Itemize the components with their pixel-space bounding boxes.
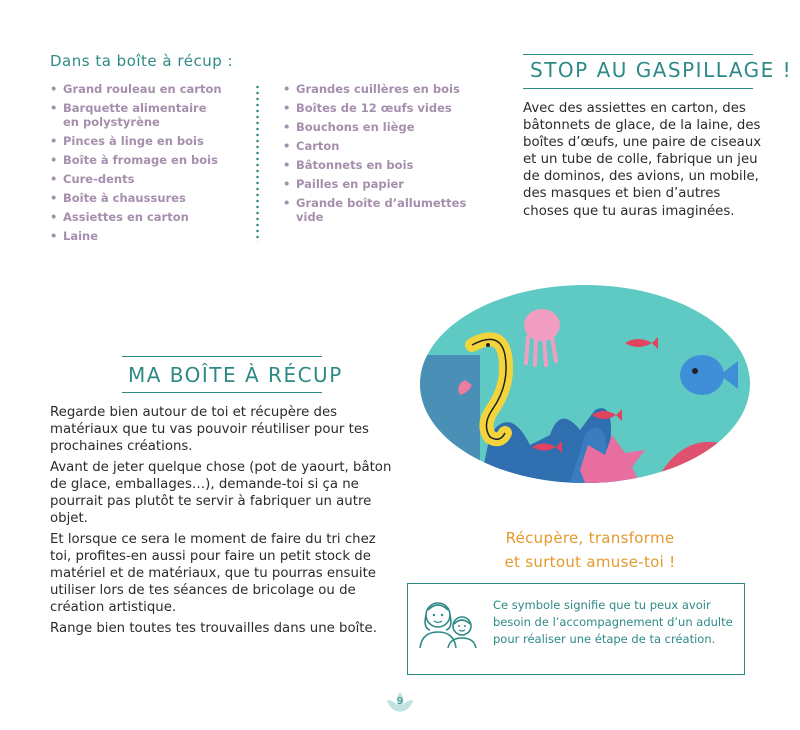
stop-heading: STOP AU GASPILLAGE ! [530,58,793,82]
list-item: • Grande boîte d’allumettes vide [283,196,476,224]
paragraph: Range bien toutes tes trouvailles dans une boîte. [50,621,377,636]
tagline [490,526,690,574]
list-item: • Grand rouleau en carton [50,82,240,96]
page-number: 9 [396,696,404,707]
list-item: • Cure-dents [50,172,240,186]
list-item: • Bouchons en liège [283,120,478,134]
supplies-title: Dans ta boîte à récup : [50,52,234,70]
list-item: • Grandes cuillères en bois [283,82,478,96]
dotted-separator [256,84,259,242]
list-item: • Bâtonnets en bois [283,158,478,172]
list-item: • Boîte à fromage en bois [50,153,240,167]
supplies-list-right [283,82,478,229]
supplies-list-left [50,82,240,248]
divider [122,356,322,357]
box-body [50,404,395,641]
paragraph: Avant de jeter quelque chose (pot de yaourt, bâton de glace, emballages…), demande-toi si ça ne pourrait pas plutôt te servir à fabriquer un autre objet. [50,460,392,526]
list-item: • Pinces à linge en bois [50,134,240,148]
sea-craft-illustration [420,285,750,483]
list-item: • Boîtes de 12 œufs vides [283,101,478,115]
list-item: • Boîte à chaussures [50,191,240,205]
list-item: • Assiettes en carton [50,210,240,224]
divider [523,88,753,89]
list-item: • Barquette alimentaire en polystyrène [50,101,213,129]
box-heading: MA BOÎTE À RÉCUP [128,363,343,387]
list-item: • Laine [50,229,240,243]
divider [523,54,753,55]
adult-and-child-icon [418,598,480,648]
tagline-line: Récupère, transforme [505,529,675,547]
stop-paragraph: Avec des assiettes en carton, des bâtonnets de glace, de la laine, des boîtes d’œufs, une paire de ciseaux et un tube de colle, fabrique un jeu de dominos, des avions, un mobile, des masques et bien d’autres choses que tu auras imaginées. [523,101,762,219]
paragraph: Regarde bien autour de toi et récupère des matériaux que tu vas pouvoir réutiliser pour tes prochaines créations. [50,405,369,454]
divider [122,392,322,393]
tagline-line: et surtout amuse-toi ! [504,553,676,571]
list-item: • Carton [283,139,478,153]
notice-text: Ce symbole signifie que tu peux avoir besoin de l’accompagnement d’un adulte pour réaliser une étape de ta création. [493,598,733,646]
paragraph: Et lorsque ce sera le moment de faire du tri chez toi, profites-en aussi pour faire un petit stock de matériel et de matériaux, que tu pourras ensuite utiliser lors de tes séances de bricolage ou de création artistique. [50,532,376,615]
list-item: • Pailles en papier [283,177,478,191]
